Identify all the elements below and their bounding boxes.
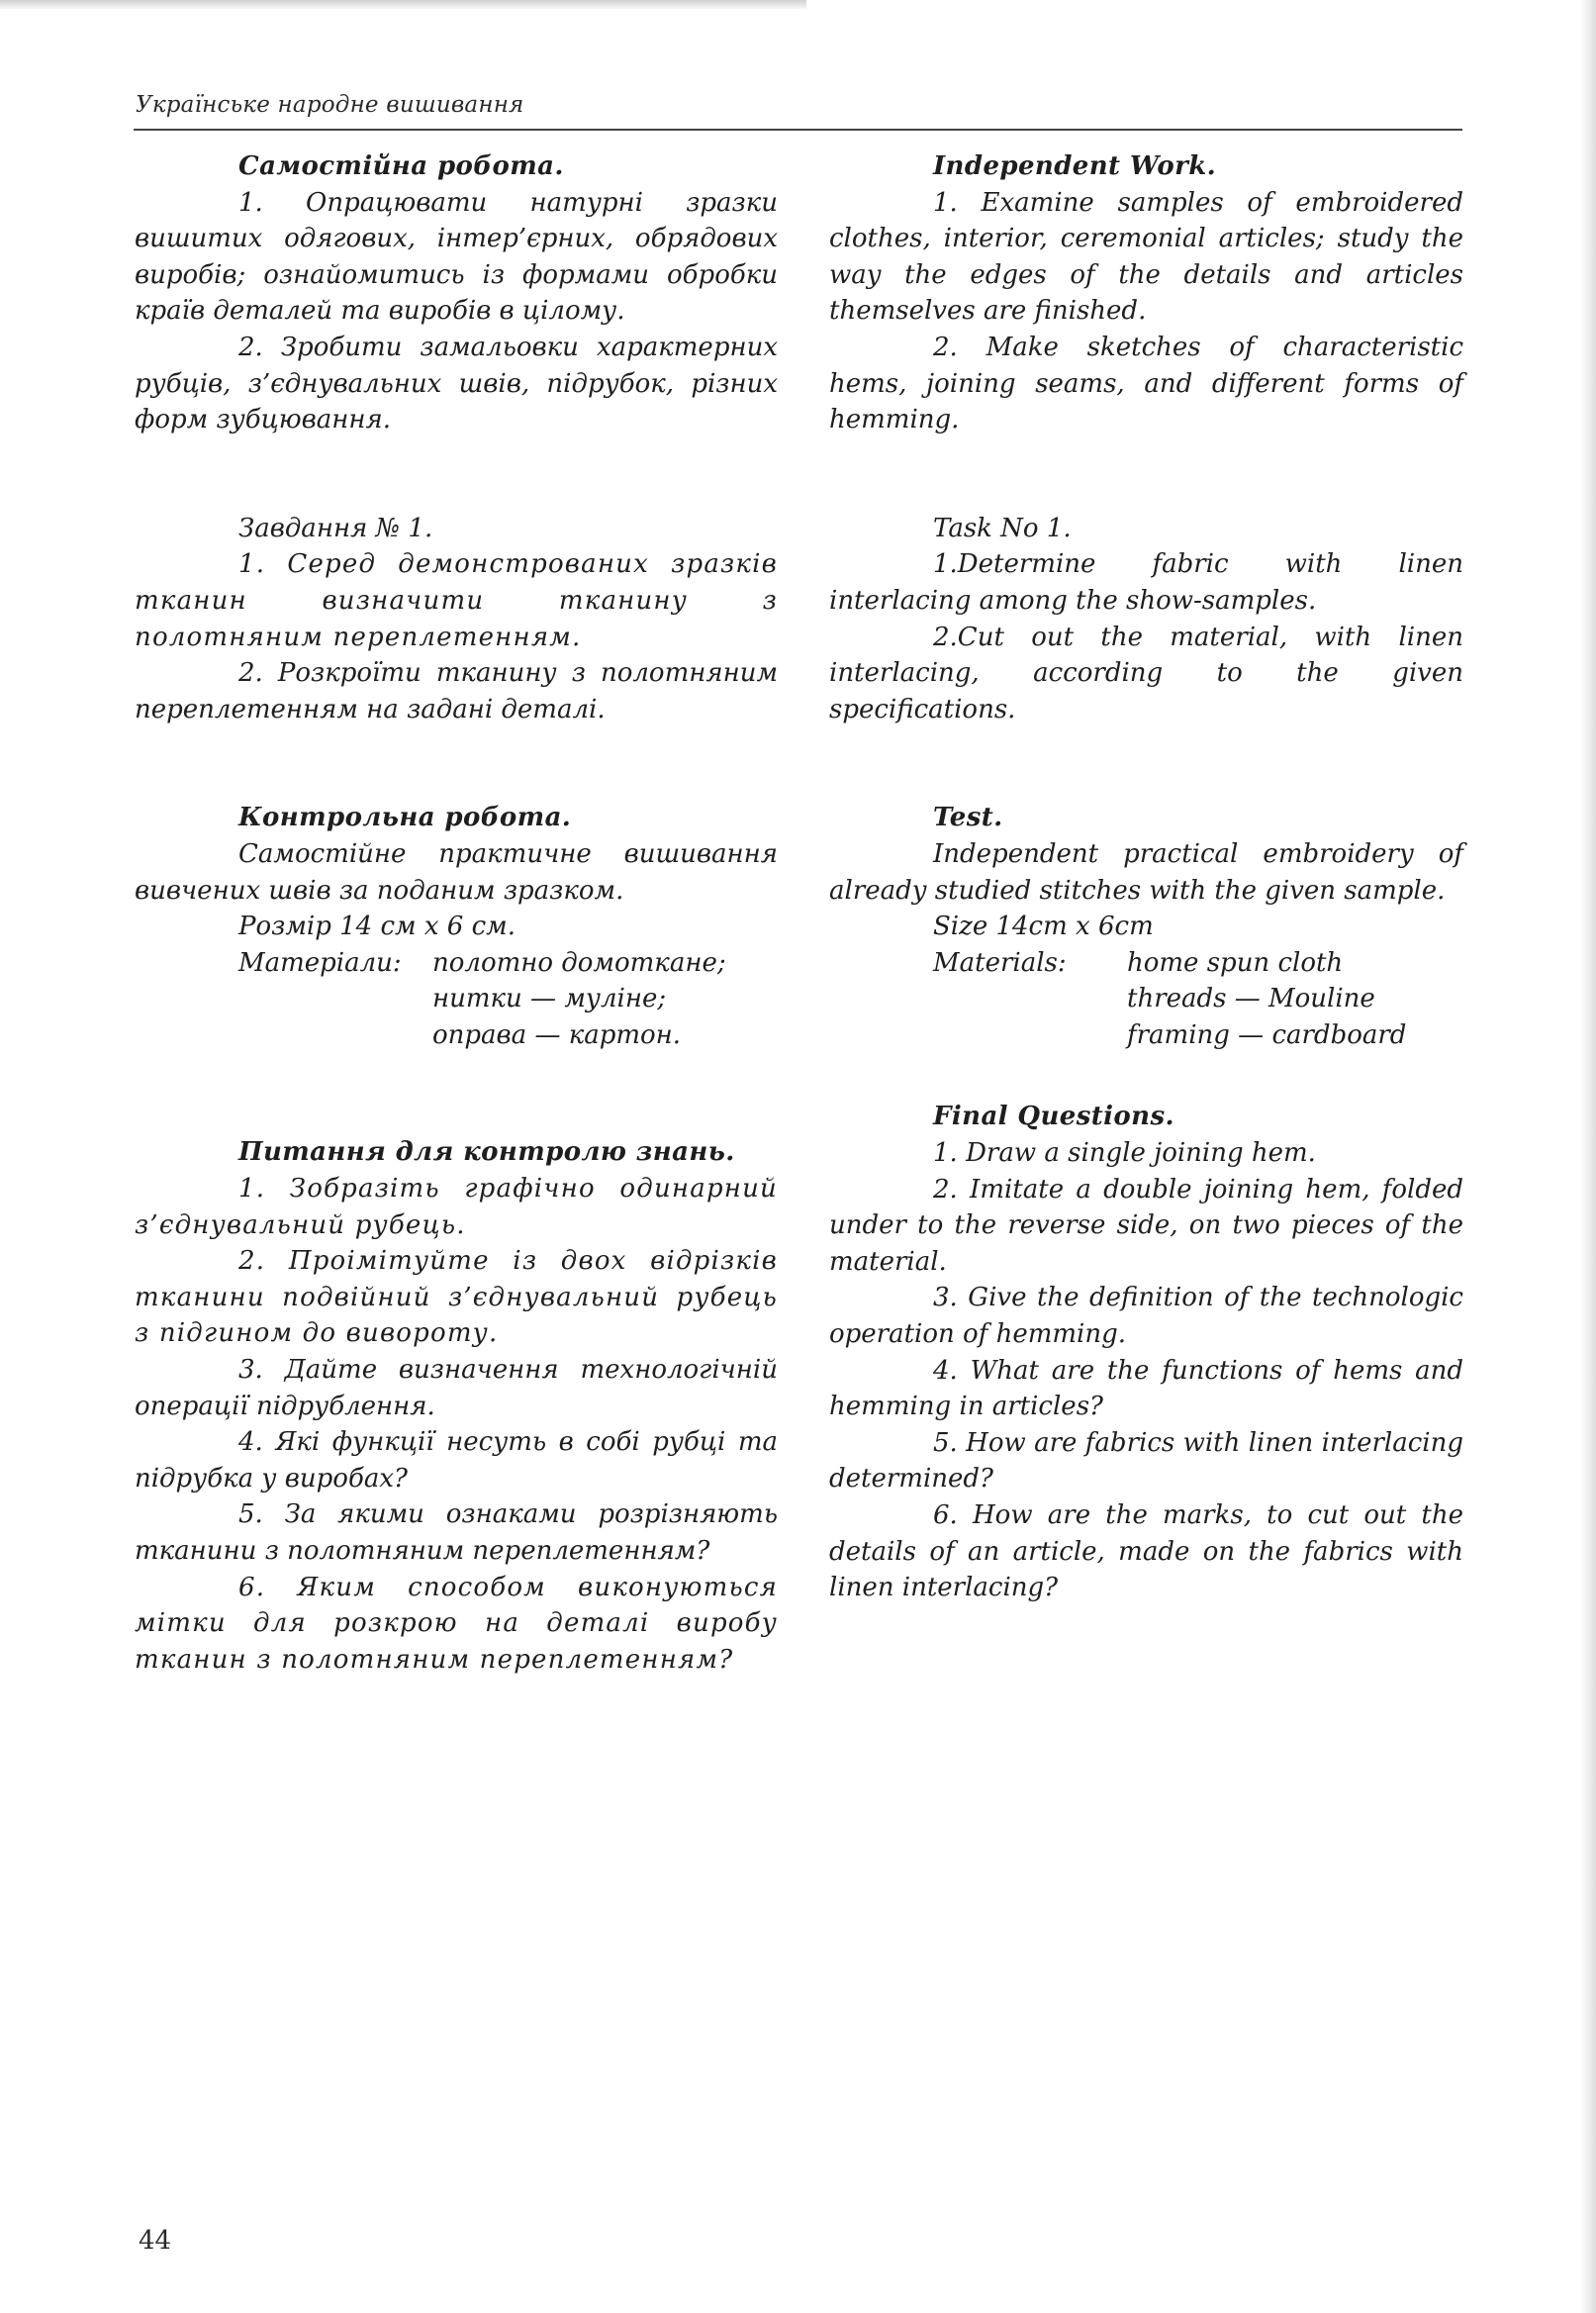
- materials-row: [135, 1017, 778, 1054]
- list-item: 1. Draw a single joining hem.: [933, 1138, 1316, 1169]
- task-section-en: [829, 511, 1463, 728]
- test-description: Independent practical embroidery of already studied stitches with the given sample.: [829, 838, 1463, 906]
- independent-work-section-uk: [135, 148, 778, 438]
- questions-section-uk: [135, 1134, 778, 1678]
- materials-row: [135, 945, 778, 982]
- list-item: 2. Розкроїти тканину з полотняним переплетенням на задані деталі.: [135, 658, 778, 724]
- list-item: 6. Яким способом виконуються мітки для розкрою на деталі виробу тканин з полотняним переплетенням?: [135, 1572, 778, 1675]
- list-item: 2. Зробити замальовки характерних рубців, з’єднувальних швів, підрубок, різних форм зубцювання.: [135, 332, 778, 435]
- materials-item: framing — cardboard: [1127, 1019, 1407, 1050]
- materials-row: [829, 945, 1463, 982]
- list-item: 1. Опрацювати натурні зразки вишитих одягових, інтер’єрних, обрядових виробів; ознайомитись із формами обробки країв деталей та виробів в цілому.: [135, 187, 778, 327]
- list-item: 1. Зобразіть графічно одинарний з’єднувальний рубець.: [135, 1174, 778, 1240]
- test-section-en: [829, 800, 1463, 1053]
- materials-item: threads — Mouline: [1127, 984, 1375, 1014]
- list-item: 3. Give the definition of the technologic operation of hemming.: [829, 1283, 1463, 1350]
- list-item: 1.Determine fabric with linen interlacing among the show-samples.: [829, 549, 1463, 616]
- section-heading: Контрольна робота.: [238, 803, 572, 833]
- questions-section-en: [829, 1099, 1463, 1605]
- independent-work-section-en: [829, 148, 1463, 438]
- materials-item: нитки — муліне;: [432, 984, 667, 1014]
- list-item: 6. How are the marks, to cut out the details of an article, made on the fabrics with linen interlacing?: [829, 1500, 1463, 1603]
- materials-row: [135, 981, 778, 1017]
- materials-label: Матеріали:: [238, 947, 402, 978]
- header-rule: [134, 129, 1462, 131]
- section-heading: Самостійна робота.: [238, 151, 564, 181]
- section-heading: Final Questions.: [933, 1102, 1174, 1132]
- page-number: 44: [139, 2226, 172, 2256]
- section-heading: Task No 1.: [933, 513, 1072, 543]
- list-item: 1. Examine samples of embroidered clothes, interior, ceremonial articles; study the way the edges of the details and articles themselves are finished.: [829, 187, 1463, 327]
- list-item: 5. How are fabrics with linen interlacing determined?: [829, 1427, 1463, 1494]
- materials-row: [829, 981, 1463, 1017]
- list-item: 4. Які функції несуть в собі рубці та підрубка у виробах?: [135, 1427, 778, 1494]
- list-item: 3. Дайте визначення технологічній операції підрублення.: [135, 1355, 778, 1421]
- materials-label: Materials:: [933, 947, 1067, 978]
- task-section-uk: [135, 511, 778, 728]
- list-item: 2. Проімітуйте із двох відрізків тканини подвійний з’єднувальний рубець з підгином до вивороту.: [135, 1246, 778, 1349]
- test-description: Самостійне практичне вишивання вивчених швів за поданим зразком.: [135, 838, 778, 906]
- section-heading: Test.: [933, 803, 1003, 833]
- scan-shadow-top: [0, 0, 806, 9]
- running-header: Українське народне вишивання: [136, 92, 524, 118]
- section-heading: Завдання № 1.: [238, 513, 433, 543]
- materials-item: home spun cloth: [1127, 947, 1344, 978]
- list-item: 5. За якими ознаками розрізняють тканини з полотняним переплетенням?: [135, 1499, 778, 1566]
- materials-row: [829, 1017, 1463, 1054]
- materials-item: оправа — картон.: [432, 1019, 682, 1050]
- section-heading: Питання для контролю знань.: [238, 1137, 735, 1168]
- list-item: 2.Cut out the material, with linen interlacing, according to the given specifications.: [829, 622, 1463, 724]
- test-size: Розмір 14 см х 6 см.: [238, 912, 516, 942]
- english-column: [829, 148, 1463, 1606]
- ukrainian-column: [135, 148, 778, 1678]
- test-size: Size 14cm x 6cm: [933, 912, 1154, 942]
- list-item: 2. Imitate a double joining hem, folded under to the reverse side, on two pieces of the material.: [829, 1174, 1463, 1277]
- scan-shadow-right: [1580, 0, 1596, 2313]
- list-item: 2. Make sketches of characteristic hems, joining seams, and different forms of hemming.: [829, 332, 1463, 435]
- section-heading: Independent Work.: [933, 151, 1217, 181]
- list-item: 4. What are the functions of hems and hemming in articles?: [829, 1355, 1463, 1422]
- test-section-uk: [135, 800, 778, 1053]
- list-item: 1. Серед демонстрованих зразків тканин визначити тканину з полотняним переплетенням.: [135, 549, 778, 652]
- materials-item: полотно домоткане;: [432, 947, 726, 978]
